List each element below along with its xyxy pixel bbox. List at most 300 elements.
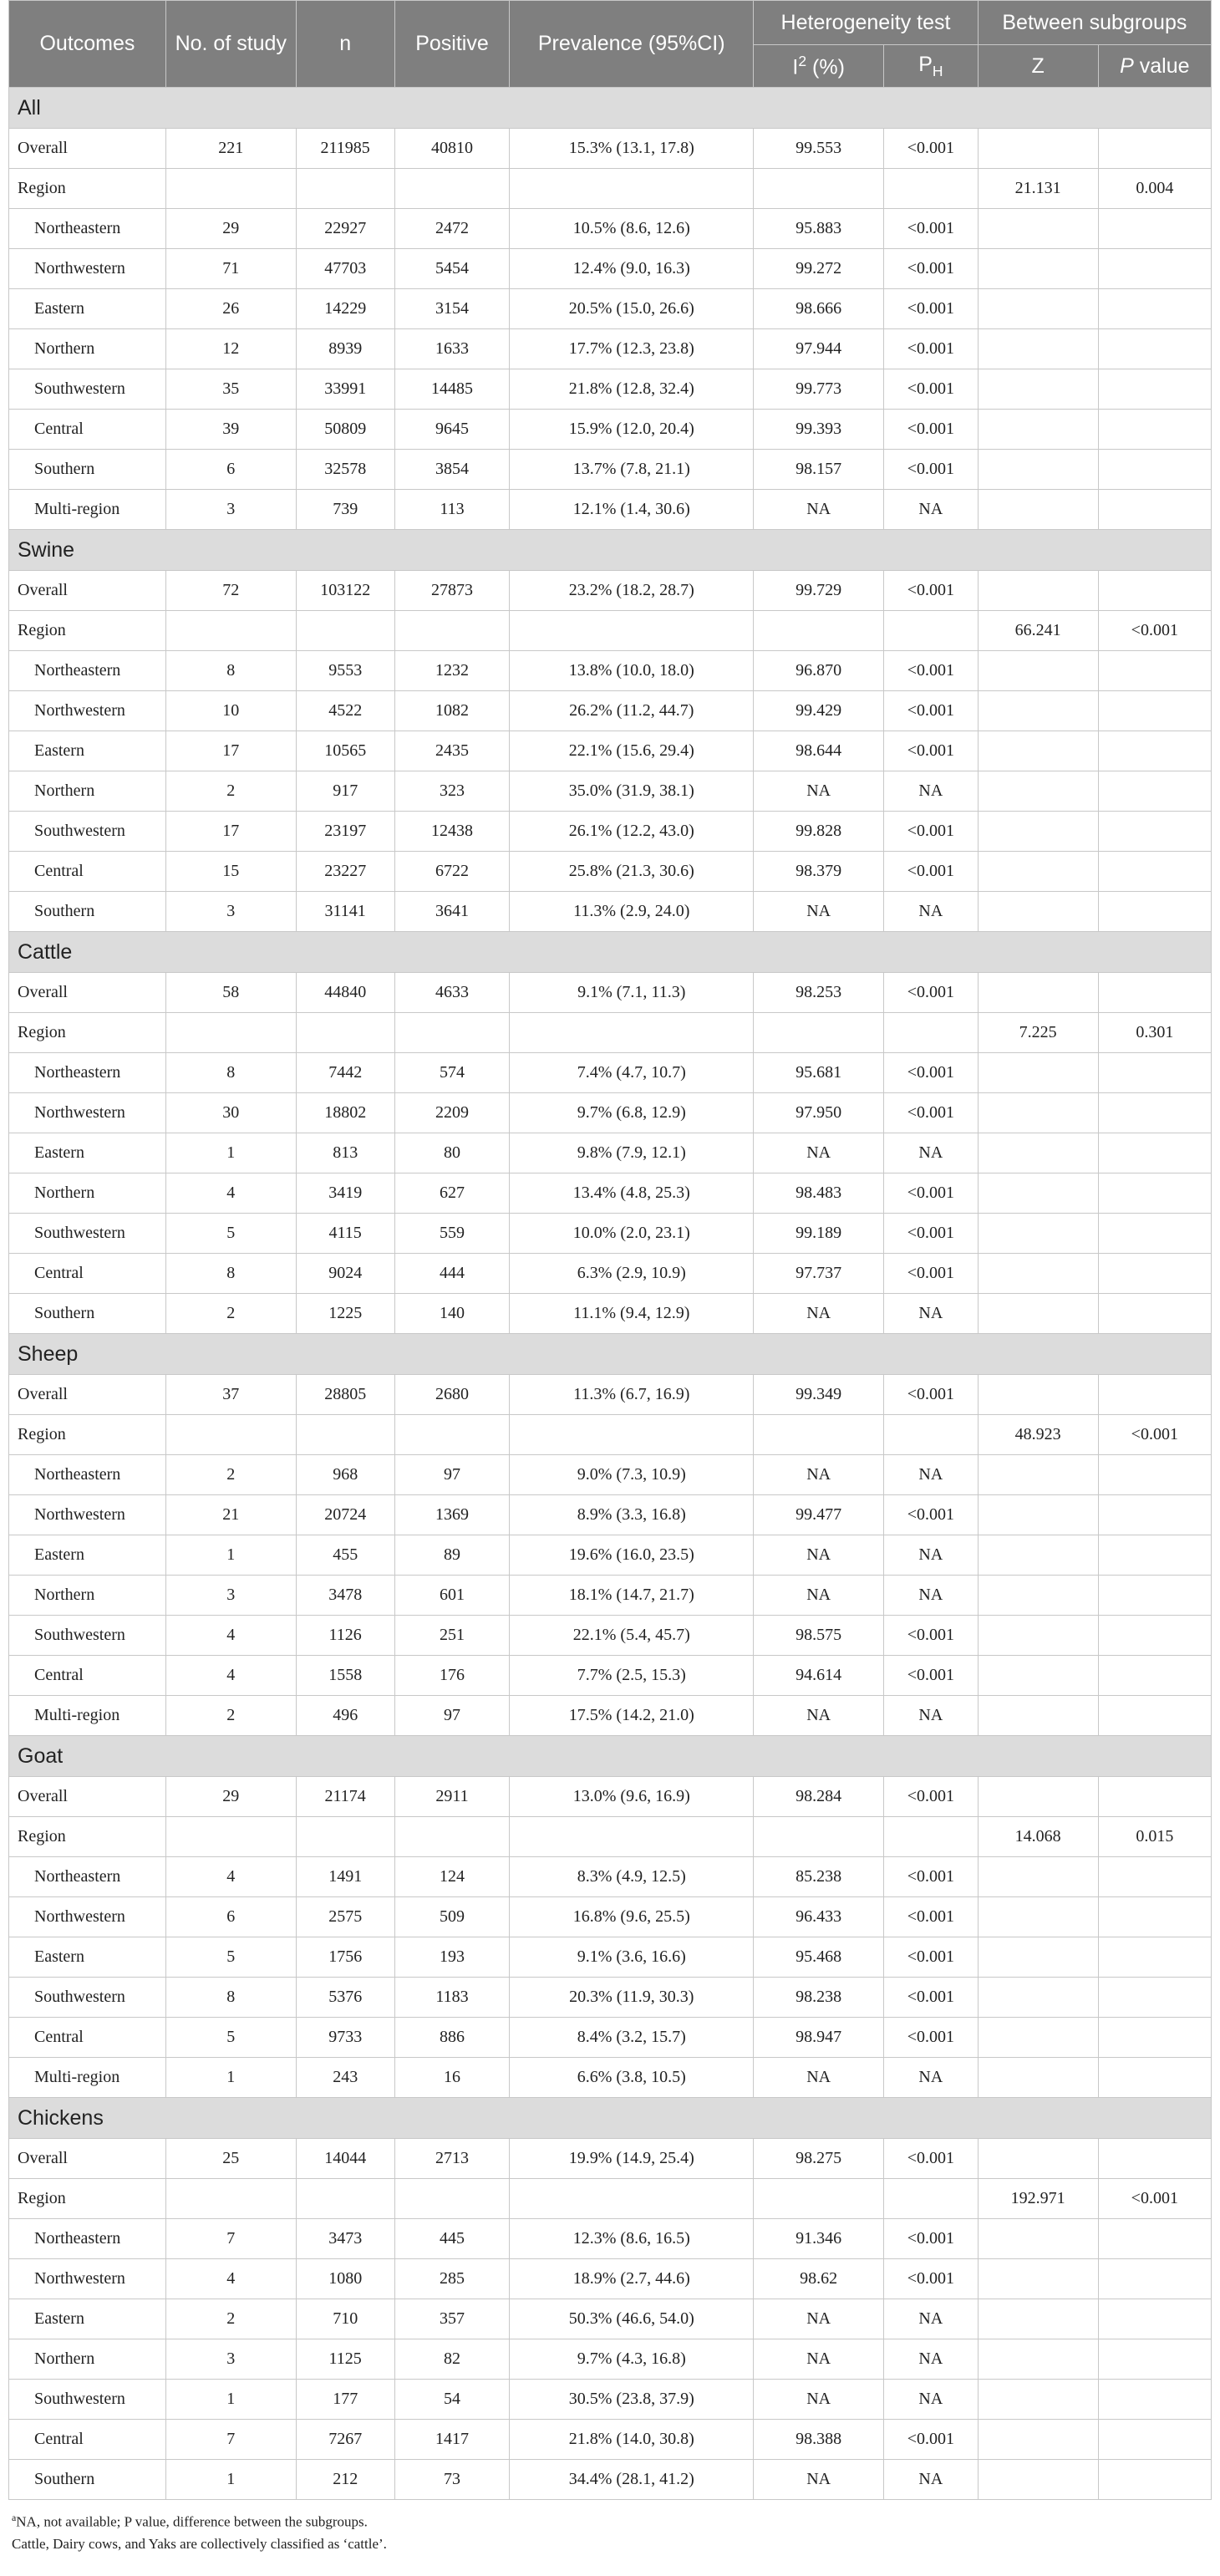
cell-n: 7442 xyxy=(296,1053,394,1093)
cell-z xyxy=(978,1053,1098,1093)
table-row xyxy=(9,1053,1212,1093)
cell-p-value xyxy=(1098,1535,1211,1576)
cell-positive: 14485 xyxy=(394,369,509,410)
table-row xyxy=(9,490,1212,530)
cell-prevalence: 21.8% (14.0, 30.8) xyxy=(510,2420,754,2460)
cell-p-value xyxy=(1098,1214,1211,1254)
cell-z xyxy=(978,289,1098,329)
cell-positive: 3641 xyxy=(394,892,509,932)
cell-z: 48.923 xyxy=(978,1415,1098,1455)
cell-ph: NA xyxy=(883,1535,978,1576)
cell-z xyxy=(978,771,1098,812)
cell-empty xyxy=(754,1013,884,1053)
cell-p-value xyxy=(1098,2339,1211,2380)
region-row xyxy=(9,2179,1212,2219)
cell-z: 192.971 xyxy=(978,2179,1098,2219)
cell-prevalence: 16.8% (9.6, 25.5) xyxy=(510,1897,754,1937)
cell-i2: NA xyxy=(754,1294,884,1334)
cell-z xyxy=(978,812,1098,852)
cell-studies: 5 xyxy=(165,1214,296,1254)
cell-p-value xyxy=(1098,771,1211,812)
row-label: Region xyxy=(9,169,166,209)
cell-prevalence: 12.1% (1.4, 30.6) xyxy=(510,490,754,530)
region-row xyxy=(9,169,1212,209)
row-label: Northeastern xyxy=(9,2219,166,2259)
table-row xyxy=(9,1897,1212,1937)
cell-ph: <0.001 xyxy=(883,329,978,369)
cell-prevalence: 26.1% (12.2, 43.0) xyxy=(510,812,754,852)
cell-p-value: 0.004 xyxy=(1098,169,1211,209)
cell-prevalence: 15.9% (12.0, 20.4) xyxy=(510,410,754,450)
table-row xyxy=(9,852,1212,892)
cell-studies: 29 xyxy=(165,209,296,249)
cell-z xyxy=(978,2018,1098,2058)
cell-ph: <0.001 xyxy=(883,571,978,611)
cell-prevalence: 50.3% (46.6, 54.0) xyxy=(510,2299,754,2339)
cell-prevalence: 21.8% (12.8, 32.4) xyxy=(510,369,754,410)
cell-prevalence: 11.3% (2.9, 24.0) xyxy=(510,892,754,932)
cell-empty xyxy=(296,611,394,651)
table-row xyxy=(9,1133,1212,1173)
cell-i2: 98.157 xyxy=(754,450,884,490)
table-row xyxy=(9,369,1212,410)
cell-prevalence: 34.4% (28.1, 41.2) xyxy=(510,2460,754,2500)
cell-n: 2575 xyxy=(296,1897,394,1937)
row-label: Central xyxy=(9,2018,166,2058)
row-label: Overall xyxy=(9,2139,166,2179)
cell-i2: 99.828 xyxy=(754,812,884,852)
cell-i2: 99.429 xyxy=(754,691,884,731)
table-row xyxy=(9,1214,1212,1254)
cell-studies: 2 xyxy=(165,1294,296,1334)
cell-n: 968 xyxy=(296,1455,394,1495)
cell-empty xyxy=(394,611,509,651)
cell-empty xyxy=(510,1415,754,1455)
cell-p-value xyxy=(1098,2139,1211,2179)
cell-empty xyxy=(510,611,754,651)
cell-n: 22927 xyxy=(296,209,394,249)
table-row xyxy=(9,1254,1212,1294)
cell-p-value xyxy=(1098,1857,1211,1897)
cell-studies: 3 xyxy=(165,1576,296,1616)
row-label: Overall xyxy=(9,973,166,1013)
region-row xyxy=(9,611,1212,651)
cell-ph: <0.001 xyxy=(883,2139,978,2179)
cell-z xyxy=(978,1616,1098,1656)
prevalence-table xyxy=(8,0,1212,2500)
row-label: Northern xyxy=(9,329,166,369)
cell-i2: 98.483 xyxy=(754,1173,884,1214)
cell-ph: <0.001 xyxy=(883,1978,978,2018)
group-header-row xyxy=(9,88,1212,129)
cell-prevalence: 17.5% (14.2, 21.0) xyxy=(510,1696,754,1736)
cell-z xyxy=(978,209,1098,249)
cell-studies: 15 xyxy=(165,852,296,892)
cell-n: 14044 xyxy=(296,2139,394,2179)
cell-p-value xyxy=(1098,731,1211,771)
cell-n: 9024 xyxy=(296,1254,394,1294)
row-label: Southern xyxy=(9,1294,166,1334)
row-label: Region xyxy=(9,1013,166,1053)
cell-ph: NA xyxy=(883,490,978,530)
cell-i2: 99.349 xyxy=(754,1375,884,1415)
cell-empty xyxy=(754,1817,884,1857)
cell-ph: NA xyxy=(883,1455,978,1495)
table-body xyxy=(9,88,1212,2500)
cell-studies: 4 xyxy=(165,1616,296,1656)
table-row xyxy=(9,1978,1212,2018)
cell-p-value xyxy=(1098,852,1211,892)
row-label: Overall xyxy=(9,1375,166,1415)
cell-i2: 98.62 xyxy=(754,2259,884,2299)
cell-prevalence: 26.2% (11.2, 44.7) xyxy=(510,691,754,731)
row-label: Southwestern xyxy=(9,369,166,410)
cell-p-value xyxy=(1098,1897,1211,1937)
table-row xyxy=(9,1696,1212,1736)
cell-z xyxy=(978,2219,1098,2259)
header-p-value: P value xyxy=(1098,45,1211,88)
cell-p-value xyxy=(1098,1696,1211,1736)
table-row xyxy=(9,450,1212,490)
cell-prevalence: 13.8% (10.0, 18.0) xyxy=(510,651,754,691)
table-row xyxy=(9,1535,1212,1576)
row-label: Eastern xyxy=(9,1937,166,1978)
cell-n: 9553 xyxy=(296,651,394,691)
row-label: Eastern xyxy=(9,2299,166,2339)
cell-p-value xyxy=(1098,1093,1211,1133)
cell-i2: 97.944 xyxy=(754,329,884,369)
cell-p-value xyxy=(1098,571,1211,611)
cell-z xyxy=(978,731,1098,771)
cell-prevalence: 7.4% (4.7, 10.7) xyxy=(510,1053,754,1093)
cell-studies: 25 xyxy=(165,2139,296,2179)
table-row xyxy=(9,2380,1212,2420)
cell-i2: NA xyxy=(754,892,884,932)
table-row xyxy=(9,289,1212,329)
row-label: Southern xyxy=(9,2460,166,2500)
cell-positive: 2209 xyxy=(394,1093,509,1133)
group-title: Chickens xyxy=(9,2098,1212,2139)
cell-p-value xyxy=(1098,1375,1211,1415)
cell-i2: 98.644 xyxy=(754,731,884,771)
cell-n: 103122 xyxy=(296,571,394,611)
cell-prevalence: 6.6% (3.8, 10.5) xyxy=(510,2058,754,2098)
cell-ph: NA xyxy=(883,1294,978,1334)
cell-p-value xyxy=(1098,2018,1211,2058)
cell-n: 33991 xyxy=(296,369,394,410)
cell-prevalence: 11.1% (9.4, 12.9) xyxy=(510,1294,754,1334)
header-positive: Positive xyxy=(394,1,509,88)
cell-z xyxy=(978,2058,1098,2098)
cell-ph: NA xyxy=(883,892,978,932)
cell-p-value xyxy=(1098,369,1211,410)
table-row xyxy=(9,410,1212,450)
cell-prevalence: 17.7% (12.3, 23.8) xyxy=(510,329,754,369)
row-label: Northern xyxy=(9,2339,166,2380)
row-label: Multi-region xyxy=(9,2058,166,2098)
cell-p-value xyxy=(1098,2259,1211,2299)
cell-empty xyxy=(394,169,509,209)
cell-positive: 97 xyxy=(394,1455,509,1495)
cell-positive: 444 xyxy=(394,1254,509,1294)
cell-positive: 16 xyxy=(394,2058,509,2098)
cell-ph: <0.001 xyxy=(883,1173,978,1214)
cell-studies: 2 xyxy=(165,771,296,812)
cell-p-value xyxy=(1098,2460,1211,2500)
cell-empty xyxy=(883,611,978,651)
cell-empty xyxy=(510,1013,754,1053)
cell-prevalence: 9.7% (4.3, 16.8) xyxy=(510,2339,754,2380)
cell-ph: <0.001 xyxy=(883,1254,978,1294)
cell-positive: 357 xyxy=(394,2299,509,2339)
cell-z xyxy=(978,1696,1098,1736)
cell-studies: 3 xyxy=(165,2339,296,2380)
row-label: Southern xyxy=(9,892,166,932)
cell-studies: 1 xyxy=(165,2460,296,2500)
row-label: Eastern xyxy=(9,1535,166,1576)
cell-prevalence: 22.1% (5.4, 45.7) xyxy=(510,1616,754,1656)
cell-ph: NA xyxy=(883,2058,978,2098)
cell-prevalence: 9.8% (7.9, 12.1) xyxy=(510,1133,754,1173)
cell-n: 9733 xyxy=(296,2018,394,2058)
cell-z xyxy=(978,1777,1098,1817)
cell-positive: 1082 xyxy=(394,691,509,731)
row-label: Northwestern xyxy=(9,249,166,289)
cell-z xyxy=(978,490,1098,530)
cell-p-value xyxy=(1098,973,1211,1013)
header-heterogeneity: Heterogeneity test xyxy=(754,1,978,45)
cell-empty xyxy=(883,1013,978,1053)
group-header-row xyxy=(9,1334,1212,1375)
cell-p-value xyxy=(1098,2058,1211,2098)
cell-empty xyxy=(754,611,884,651)
table-row xyxy=(9,2299,1212,2339)
cell-positive: 445 xyxy=(394,2219,509,2259)
cell-ph: <0.001 xyxy=(883,249,978,289)
table-row xyxy=(9,1294,1212,1334)
cell-z xyxy=(978,2259,1098,2299)
row-label: Region xyxy=(9,611,166,651)
cell-ph: NA xyxy=(883,1576,978,1616)
group-title: Cattle xyxy=(9,932,1212,973)
cell-prevalence: 8.4% (3.2, 15.7) xyxy=(510,2018,754,2058)
cell-n: 1125 xyxy=(296,2339,394,2380)
cell-ph: <0.001 xyxy=(883,1375,978,1415)
cell-positive: 2713 xyxy=(394,2139,509,2179)
cell-prevalence: 30.5% (23.8, 37.9) xyxy=(510,2380,754,2420)
cell-empty xyxy=(296,1013,394,1053)
cell-n: 496 xyxy=(296,1696,394,1736)
cell-i2: 95.468 xyxy=(754,1937,884,1978)
cell-i2: 98.238 xyxy=(754,1978,884,2018)
cell-p-value xyxy=(1098,2299,1211,2339)
cell-studies: 72 xyxy=(165,571,296,611)
cell-empty xyxy=(510,1817,754,1857)
cell-z xyxy=(978,691,1098,731)
cell-i2: 99.189 xyxy=(754,1214,884,1254)
cell-prevalence: 8.9% (3.3, 16.8) xyxy=(510,1495,754,1535)
table-row xyxy=(9,2018,1212,2058)
cell-ph: <0.001 xyxy=(883,2420,978,2460)
cell-positive: 80 xyxy=(394,1133,509,1173)
cell-prevalence: 9.7% (6.8, 12.9) xyxy=(510,1093,754,1133)
cell-z xyxy=(978,369,1098,410)
cell-ph: <0.001 xyxy=(883,1616,978,1656)
footnote-line-2: Cattle, Dairy cows, and Yaks are collectively classified as ‘cattle’. xyxy=(12,2535,387,2552)
cell-studies: 2 xyxy=(165,1455,296,1495)
cell-i2: 95.681 xyxy=(754,1053,884,1093)
cell-empty xyxy=(165,1415,296,1455)
footnote-line-1: $^a$NA, not available; P value, difference between the subgroups. xyxy=(12,2512,368,2530)
cell-studies: 3 xyxy=(165,490,296,530)
cell-i2: NA xyxy=(754,1133,884,1173)
cell-i2: NA xyxy=(754,490,884,530)
cell-n: 14229 xyxy=(296,289,394,329)
cell-p-value: <0.001 xyxy=(1098,2179,1211,2219)
cell-positive: 54 xyxy=(394,2380,509,2420)
cell-p-value xyxy=(1098,2420,1211,2460)
table-row xyxy=(9,2420,1212,2460)
table-row xyxy=(9,771,1212,812)
cell-n: 7267 xyxy=(296,2420,394,2460)
row-label: Northwestern xyxy=(9,1093,166,1133)
row-label: Central xyxy=(9,2420,166,2460)
group-title: Goat xyxy=(9,1736,1212,1777)
cell-n: 23197 xyxy=(296,812,394,852)
cell-n: 211985 xyxy=(296,129,394,169)
cell-z xyxy=(978,973,1098,1013)
cell-z xyxy=(978,410,1098,450)
row-label: Northeastern xyxy=(9,651,166,691)
cell-studies: 1 xyxy=(165,1133,296,1173)
cell-n: 20724 xyxy=(296,1495,394,1535)
cell-p-value xyxy=(1098,651,1211,691)
cell-studies: 4 xyxy=(165,1857,296,1897)
cell-z xyxy=(978,1495,1098,1535)
cell-ph: <0.001 xyxy=(883,129,978,169)
table-row xyxy=(9,1616,1212,1656)
cell-empty xyxy=(883,169,978,209)
cell-i2: 96.433 xyxy=(754,1897,884,1937)
cell-i2: 96.870 xyxy=(754,651,884,691)
cell-positive: 251 xyxy=(394,1616,509,1656)
cell-i2: 98.379 xyxy=(754,852,884,892)
cell-i2: 98.388 xyxy=(754,2420,884,2460)
cell-empty xyxy=(165,169,296,209)
cell-n: 47703 xyxy=(296,249,394,289)
cell-p-value xyxy=(1098,2380,1211,2420)
row-label: Northwestern xyxy=(9,691,166,731)
cell-empty xyxy=(883,1817,978,1857)
cell-positive: 3854 xyxy=(394,450,509,490)
cell-prevalence: 11.3% (6.7, 16.9) xyxy=(510,1375,754,1415)
row-label: Southwestern xyxy=(9,1214,166,1254)
cell-positive: 113 xyxy=(394,490,509,530)
cell-ph: <0.001 xyxy=(883,1053,978,1093)
cell-ph: <0.001 xyxy=(883,651,978,691)
cell-empty xyxy=(394,2179,509,2219)
cell-i2: NA xyxy=(754,2299,884,2339)
cell-p-value xyxy=(1098,129,1211,169)
header-between-subgroups: Between subgroups xyxy=(978,1,1211,45)
cell-prevalence: 13.0% (9.6, 16.9) xyxy=(510,1777,754,1817)
table-row xyxy=(9,1857,1212,1897)
cell-p-value xyxy=(1098,691,1211,731)
cell-studies: 17 xyxy=(165,812,296,852)
cell-i2: NA xyxy=(754,2460,884,2500)
cell-n: 1126 xyxy=(296,1616,394,1656)
cell-n: 739 xyxy=(296,490,394,530)
cell-studies: 221 xyxy=(165,129,296,169)
row-label: Northeastern xyxy=(9,1857,166,1897)
cell-studies: 8 xyxy=(165,1978,296,2018)
cell-n: 177 xyxy=(296,2380,394,2420)
cell-prevalence: 20.3% (11.9, 30.3) xyxy=(510,1978,754,2018)
cell-studies: 29 xyxy=(165,1777,296,1817)
cell-ph: NA xyxy=(883,2299,978,2339)
cell-positive: 509 xyxy=(394,1897,509,1937)
table-row xyxy=(9,892,1212,932)
cell-i2: NA xyxy=(754,1535,884,1576)
cell-prevalence: 15.3% (13.1, 17.8) xyxy=(510,129,754,169)
cell-z xyxy=(978,1375,1098,1415)
cell-positive: 1232 xyxy=(394,651,509,691)
cell-empty xyxy=(394,1415,509,1455)
row-label: Southwestern xyxy=(9,1616,166,1656)
row-label: Central xyxy=(9,410,166,450)
row-label: Southwestern xyxy=(9,2380,166,2420)
cell-z: 7.225 xyxy=(978,1013,1098,1053)
table-row xyxy=(9,651,1212,691)
cell-positive: 1417 xyxy=(394,2420,509,2460)
header-i2: $I^2$ (%) xyxy=(754,45,884,88)
row-label: Northern xyxy=(9,1173,166,1214)
cell-i2: 99.553 xyxy=(754,129,884,169)
cell-z xyxy=(978,1576,1098,1616)
cell-positive: 9645 xyxy=(394,410,509,450)
row-label: Eastern xyxy=(9,289,166,329)
row-label: Northeastern xyxy=(9,1455,166,1495)
cell-p-value xyxy=(1098,1937,1211,1978)
cell-n: 8939 xyxy=(296,329,394,369)
cell-i2: NA xyxy=(754,2058,884,2098)
cell-positive: 12438 xyxy=(394,812,509,852)
table-row xyxy=(9,1576,1212,1616)
table-row xyxy=(9,1173,1212,1214)
cell-prevalence: 8.3% (4.9, 12.5) xyxy=(510,1857,754,1897)
cell-n: 1225 xyxy=(296,1294,394,1334)
cell-z: 14.068 xyxy=(978,1817,1098,1857)
group-header-row xyxy=(9,2098,1212,2139)
cell-prevalence: 20.5% (15.0, 26.6) xyxy=(510,289,754,329)
cell-z xyxy=(978,1133,1098,1173)
cell-ph: NA xyxy=(883,1133,978,1173)
cell-ph: <0.001 xyxy=(883,2259,978,2299)
cell-p-value xyxy=(1098,1455,1211,1495)
cell-n: 243 xyxy=(296,2058,394,2098)
cell-positive: 285 xyxy=(394,2259,509,2299)
cell-z xyxy=(978,2380,1098,2420)
cell-ph: <0.001 xyxy=(883,1857,978,1897)
cell-ph: NA xyxy=(883,2380,978,2420)
cell-p-value: <0.001 xyxy=(1098,611,1211,651)
table-row xyxy=(9,249,1212,289)
cell-positive: 140 xyxy=(394,1294,509,1334)
cell-z xyxy=(978,1254,1098,1294)
row-label: Northern xyxy=(9,771,166,812)
row-label: Region xyxy=(9,1415,166,1455)
cell-i2: NA xyxy=(754,1576,884,1616)
